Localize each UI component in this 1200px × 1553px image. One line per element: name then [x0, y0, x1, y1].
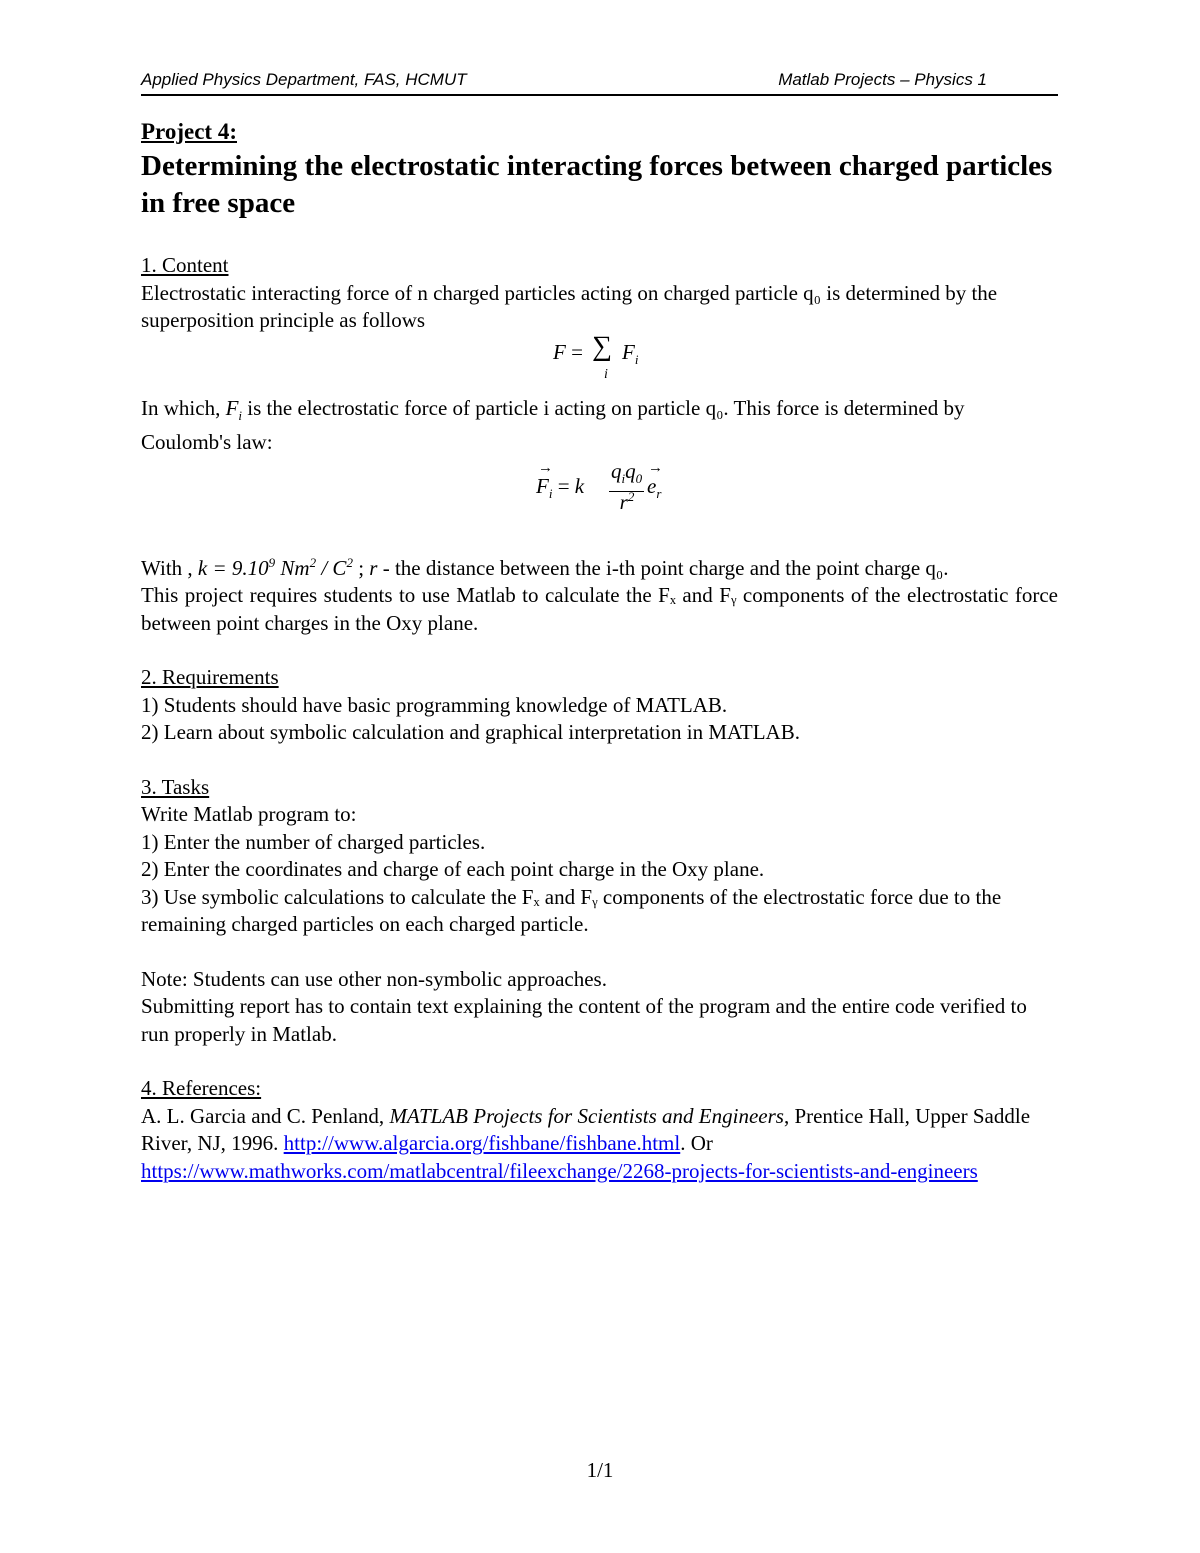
content-paragraph-4: This project requires students to use Matlab to calculate the Fₓ and Fᵧ components of the electrostatic force between point charges in the Oxy plane. [141, 583, 1058, 635]
p2-lead: In which, [141, 395, 226, 420]
eq1-equals: = [571, 339, 583, 364]
section-tasks-heading: 3. Tasks [141, 774, 210, 799]
reference-entry: A. L. Garcia and C. Penland, MATLAB Projects for Scientists and Engineers, Prentice Hall, Upper Saddle River, NJ, 1996. http://www.algarcia.org/fishbane/fishbane.html. Or https://www.mathworks.com/matlabcentral/fileexchange/2268-projects-for-scientists-and-engineers [141, 1103, 1031, 1183]
symbol-r: r [369, 555, 378, 580]
task-item: 2) Enter the coordinates and charge of each point charge in the Oxy plane. [141, 857, 765, 882]
section-requirements-heading: 2. Requirements [141, 665, 279, 690]
eq2-k: k [574, 473, 585, 498]
eq1-rhs-sub: i [634, 351, 639, 367]
content-paragraph-3: With , $k = 9.10^9$ $Nm^2 / C^2$ ; r - the distance between the i-th point charge and the point charge q₀. [141, 554, 949, 580]
page-header [141, 70, 1058, 96]
reference-book-title: MATLAB Projects for Scientists and Engineers [389, 1103, 784, 1128]
eq2-numerator: $q_iq_0$ [609, 459, 644, 492]
eq1-lhs: F [553, 339, 566, 364]
task-item: 3) Use symbolic calculations to calculate the Fₓ and Fᵧ components of the electrostatic force due to the remaining charged particles on each charged particle. [141, 884, 1002, 937]
section-references-heading: 4. References: [141, 1076, 262, 1101]
note-text: Note: Students can use other non-symbolic approaches. [141, 966, 607, 991]
eq2-lhs: F [536, 473, 549, 498]
eq1-rhs: F [622, 339, 635, 364]
project-label: Project 4: [141, 119, 237, 144]
eq2-lhs-sub: i [548, 485, 553, 501]
reference-link-mathworks[interactable]: https://www.mathworks.com/matlabcentral/fileexchange/2268-projects-for-scientists-and-engineers [141, 1158, 978, 1183]
page-number: 1/1 [586, 1458, 614, 1482]
eq1-sum: ∑ [592, 330, 612, 362]
header-left: Applied Physics Department, FAS, HCMUT [141, 70, 467, 89]
page-title: Determining the electrostatic interacting forces between charged particles in free space [141, 150, 1053, 219]
section-content-heading: 1. Content [141, 253, 229, 277]
eq1-sum-sub: i [604, 366, 608, 382]
p2-rest: is the electrostatic force of particle i acting on particle q₀. This force is determined by Coulomb's law: [141, 395, 965, 455]
requirement-item: 1) Students should have basic programming knowledge of MATLAB. [141, 692, 728, 717]
content-paragraph-1: Electrostatic interacting force of n charged particles acting on charged particle q₀ is determined by the superposition principle as follows [141, 280, 998, 332]
document-body [141, 117, 1058, 1185]
equation-coulomb: → $F_i = k$ $q_iq_0$ $r^2$ → $e_r$ [536, 458, 663, 514]
tasks-intro: Write Matlab program to: [141, 802, 357, 827]
requirement-item: 2) Learn about symbolic calculation and graphical interpretation in MATLAB. [141, 720, 800, 745]
content-paragraph-2 [141, 395, 1058, 457]
constant-k: $k = 9.10^9$ $Nm^2 / C^2$ [197, 554, 353, 580]
eq2-unit-vector: $e_r$ [647, 473, 662, 501]
task-item: 1) Enter the number of charged particles. [141, 829, 486, 854]
submission-text: Submitting report has to contain text explaining the content of the program and the entire code verified to run properly in Matlab. [141, 994, 1027, 1046]
p2-symbol: $F_i$ [225, 395, 243, 423]
header-right: Matlab Projects – Physics 1 [778, 70, 987, 89]
reference-link-algarcia[interactable]: http://www.algarcia.org/fishbane/fishbane.html [283, 1131, 681, 1156]
equation-superposition [141, 330, 1058, 395]
eq2-equals: = [557, 473, 570, 498]
eq2-denominator: $r^2$ [619, 488, 635, 514]
